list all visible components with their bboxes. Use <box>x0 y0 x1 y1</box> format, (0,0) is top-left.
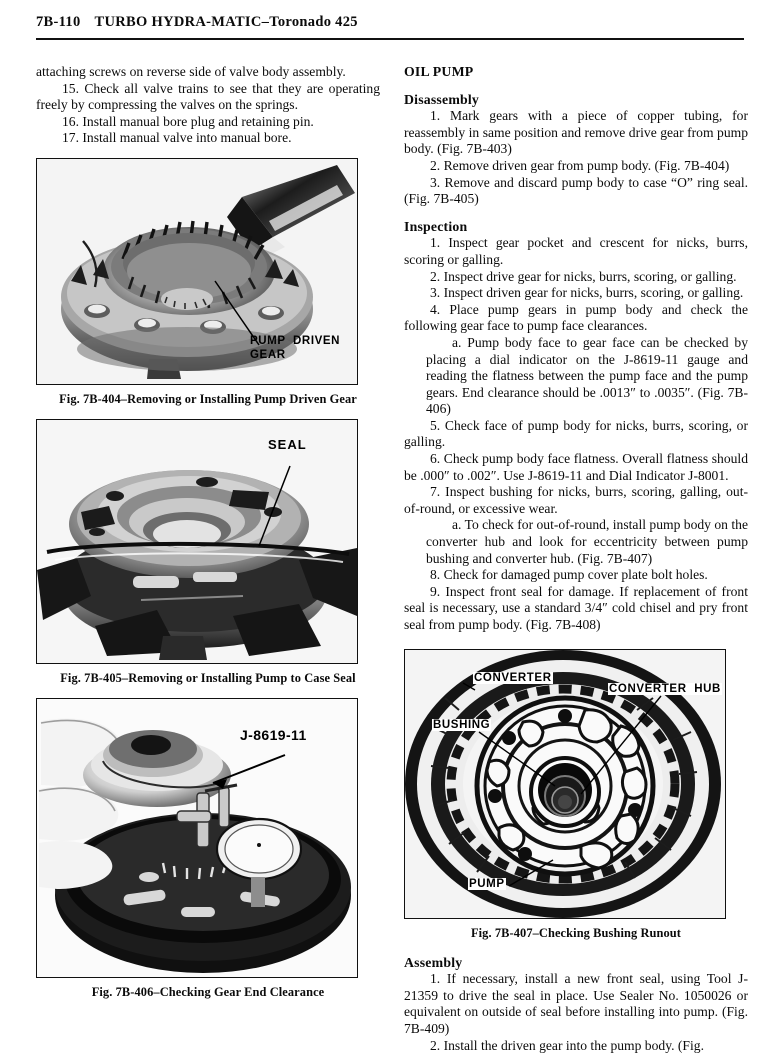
paragraph: 15. Check all valve trains to see that they are operating freely by compressing the valves on the springs. <box>36 80 380 113</box>
figure-image <box>36 158 358 385</box>
paragraph: 5. Check face of pump body for nicks, burrs, scoring, or galling. <box>404 417 748 450</box>
paragraph: attaching screws on reverse side of valve body assembly. <box>36 64 346 79</box>
callout-j-8619-11: J-8619-11 <box>240 726 307 743</box>
left-column <box>36 64 380 999</box>
paragraph: 4. Place pump gears in pump body and check the following gear face to pump face clearances. <box>404 301 748 334</box>
callout-seal: SEAL <box>268 436 307 452</box>
paragraph: 2. Remove driven gear from pump body. (Fig. 7B-404) <box>430 157 730 173</box>
running-head <box>36 14 744 40</box>
paragraph: 1. Inspect gear pocket and crescent for nicks, burrs, scoring or galling. <box>404 235 748 267</box>
paragraph: 16. Install manual bore plug and retaining pin. <box>62 113 314 129</box>
figure-7b-404 <box>36 158 380 406</box>
checking-gear-end-clearance-photo <box>37 699 357 977</box>
paragraph: 8. Check for damaged pump cover plate bolt holes. <box>430 567 708 583</box>
pump-to-case-seal-photo <box>37 420 357 663</box>
figure-caption: Fig. 7B-407–Checking Bushing Runout <box>470 925 682 940</box>
callout-pump-driven: PUMP DRIVEN <box>250 334 341 347</box>
figure-image <box>404 649 726 919</box>
callout-gear: GEAR <box>250 348 286 361</box>
paragraph: 3. Inspect driven gear for nicks, burrs, scoring, or galling. <box>430 285 744 301</box>
callout-converter: CONVERTER <box>474 671 552 684</box>
figure-7b-406 <box>36 698 380 999</box>
paragraph: 6. Check pump body face flatness. Overall flatness should be .000″ to .002″. Use J-8619-11 and Dial Indicator J-8001. <box>404 451 748 483</box>
subheading-assembly: Assembly <box>404 954 463 970</box>
page-title: TURBO HYDRA-MATIC–Toronado 425 <box>94 14 358 30</box>
paragraph: 1. If necessary, install a new front seal, using Tool J-21359 to drive the seal in place. Use Sealer No. 1050026 or equivalent on outside of seal before installing into pump. (Fig. 7B-409) <box>404 971 748 1036</box>
paragraph: 2. Inspect drive gear for nicks, burrs, scoring, or galling. <box>430 268 737 284</box>
figure-7b-407 <box>404 649 748 940</box>
paragraph-sub: a. To check for out-of-round, install pump body on the converter hub and look for eccentricity between pump bushing and converter hub. (Fig. 7B-407) <box>426 517 748 566</box>
figure-7b-405 <box>36 419 380 685</box>
right-column <box>404 64 748 1054</box>
paragraph: 9. Inspect front seal for damage. If replacement of front seal is necessary, use a standard 3/4″ cold chisel and pry front seal from pump body. (Fig. 7B-408) <box>404 583 748 632</box>
subheading-inspection: Inspection <box>404 218 468 234</box>
figure-caption: Fig. 7B-405–Removing or Installing Pump to Case Seal <box>60 670 356 685</box>
page-folio: 7B-110 <box>36 14 81 30</box>
paragraph: 17. Install manual valve into manual bore. <box>62 130 292 146</box>
callout-pump: PUMP <box>469 877 505 890</box>
paragraph: 3. Remove and discard pump body to case “O” ring seal. (Fig. 7B-405) <box>404 174 748 207</box>
figure-image <box>36 698 358 978</box>
figure-caption: Fig. 7B-404–Removing or Installing Pump Driven Gear <box>59 391 357 406</box>
pump-driven-gear-photo <box>37 159 357 384</box>
subheading-disassembly: Disassembly <box>404 91 480 107</box>
figure-caption: Fig. 7B-406–Checking Gear End Clearance <box>91 984 325 999</box>
paragraph-sub: a. Pump body face to gear face can be checked by placing a dial indicator on the J-8619-11 gauge and reading the flatness between the pump face and the pump gears. End clearance should be .0013″ to .0035″. (Fig. 7B-406) <box>426 334 748 417</box>
paragraph: 7. Inspect bushing for nicks, burrs, scoring, galling, out-of-round, or excessive wear. <box>404 484 748 516</box>
callout-bushing: BUSHING <box>433 718 491 731</box>
section-heading-oil-pump: OIL PUMP <box>404 64 474 79</box>
figure-image <box>36 419 358 664</box>
paragraph: 2. Install the driven gear into the pump body. (Fig. <box>430 1037 704 1053</box>
paragraph: 1. Mark gears with a piece of copper tubing, for reassembly in same position and remove drive gear from pump body. (Fig. 7B-403) <box>404 108 748 157</box>
header-rule <box>36 38 744 40</box>
callout-converter-hub: CONVERTER HUB <box>609 682 721 695</box>
